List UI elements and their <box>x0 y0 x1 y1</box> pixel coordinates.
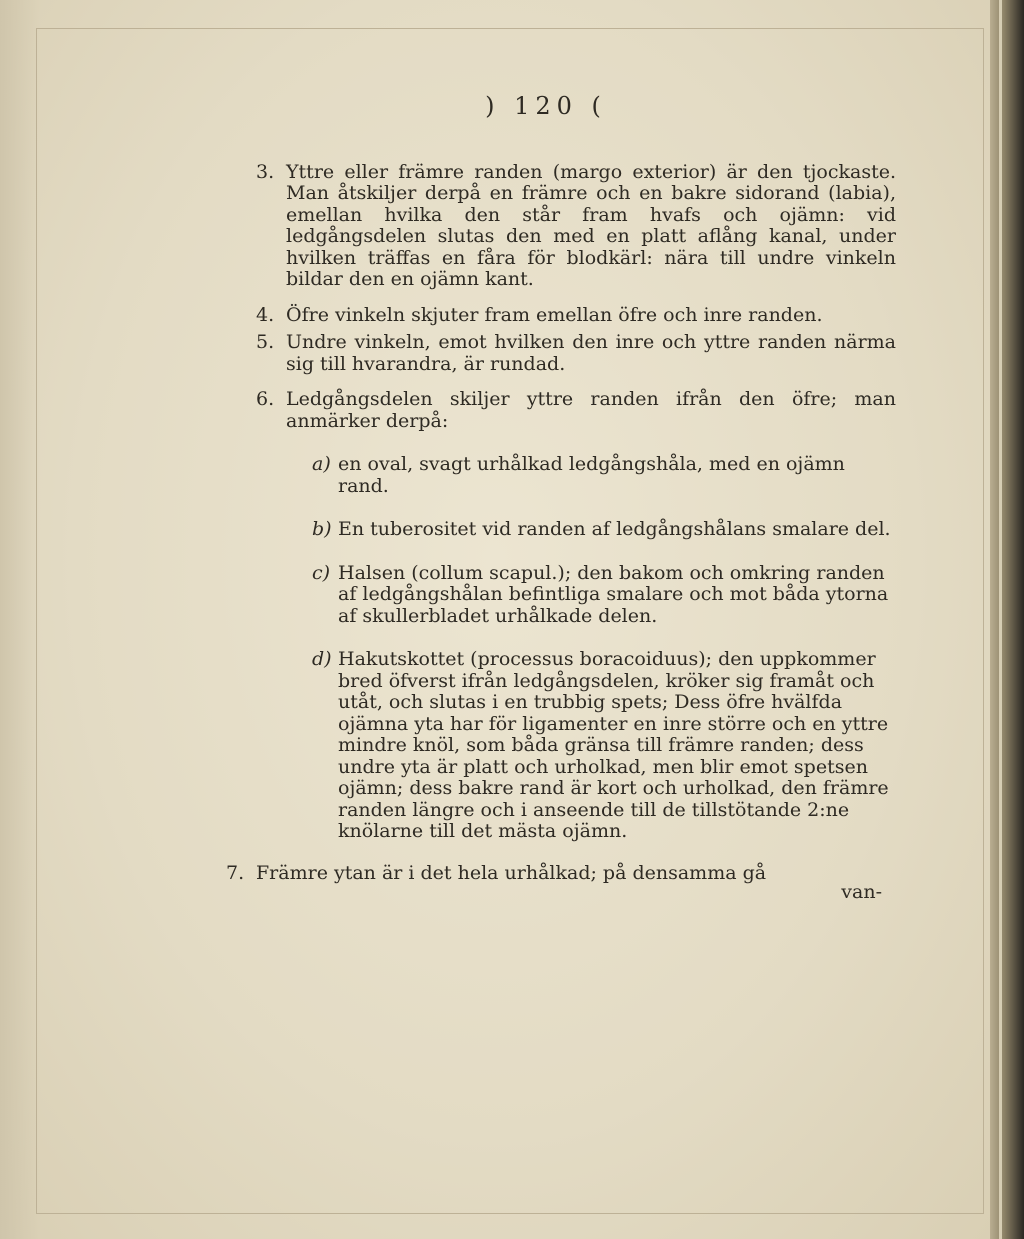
sub-item-letter: d) <box>312 648 332 670</box>
item-number: 6. <box>256 388 275 410</box>
sub-item-letter: b) <box>312 518 332 540</box>
item-text: Yttre eller främre randen (margo exterior) är den tjockaste. Man åtskiljer derpå en främre och en bakre sidorand (labia), emellan hvilka den står fram hvafs och ojämn: vid ledgångsdelen slutas den med en platt aflång kanal, under hvilken träffas en fåra för blodkärl: nära till undre vinkeln bildar den en ojämn kant. <box>286 160 896 290</box>
text-block <box>226 92 896 904</box>
item-number: 7. <box>226 861 245 884</box>
sub-item-text: Halsen (collum scapul.); den bakom och omkring randen af ledgångshålan befintliga smalare och mot båda ytorna af skullerbladet urhålkade delen. <box>338 561 889 627</box>
sub-item-text: Hakutskottet (processus boracoiduus); den uppkommer bred öfverst ifrån ledgångsdelen, kröker sig framåt och utåt, och slutas i en trubbig spets; Dess öfre hvälfda ojämna yta har för ligamenter en inre större och en yttre mindre knöl, som båda gränsa till främre randen; dess undre yta är platt och urholkad, men blir emot spetsen ojämn; dess bakre rand är kort och urholkad, den främre randen längre och i anseende till de tillstötande 2:ne knölarne till det mästa ojämn. <box>338 648 889 842</box>
item-number: 4. <box>256 303 275 326</box>
sub-item-d <box>256 649 896 843</box>
sub-item-a <box>256 454 896 497</box>
sub-item-text: En tuberositet vid randen af ledgångshålans smalare del. <box>338 518 891 540</box>
item-number: 3. <box>256 160 275 183</box>
list-item-7 <box>226 863 896 885</box>
sub-item-c <box>256 563 896 628</box>
item-text: Främre ytan är i det hela urhålkad; på densamma gå <box>256 861 767 884</box>
item-text: Undre vinkeln, emot hvilken den inre och yttre randen närma sig till hvarandra, är rundad. <box>286 331 896 375</box>
binding-strip <box>999 0 1002 1239</box>
sub-item-text: en oval, svagt urhålkad ledgångshåla, med en ojämn rand. <box>338 453 845 497</box>
item-text: Öfre vinkeln skjuter fram emellan öfre och inre randen. <box>286 303 823 326</box>
list-item-4 <box>256 305 896 327</box>
item-number: 5. <box>256 331 275 353</box>
sub-item-letter: c) <box>312 561 331 584</box>
list-item-5 <box>256 332 896 375</box>
list-item-6 <box>256 389 896 432</box>
sub-item-b <box>256 519 896 541</box>
catchword: van- <box>841 881 882 903</box>
book-spine <box>990 0 1024 1239</box>
item-text: Ledgångsdelen skiljer yttre randen ifrån den öfre; man anmärker derpå: <box>286 388 896 432</box>
list-item-3 <box>256 162 896 291</box>
page-number-header: ) 120 ( <box>485 92 607 120</box>
page-edge-shadow <box>0 0 40 1239</box>
sub-item-letter: a) <box>312 453 331 475</box>
